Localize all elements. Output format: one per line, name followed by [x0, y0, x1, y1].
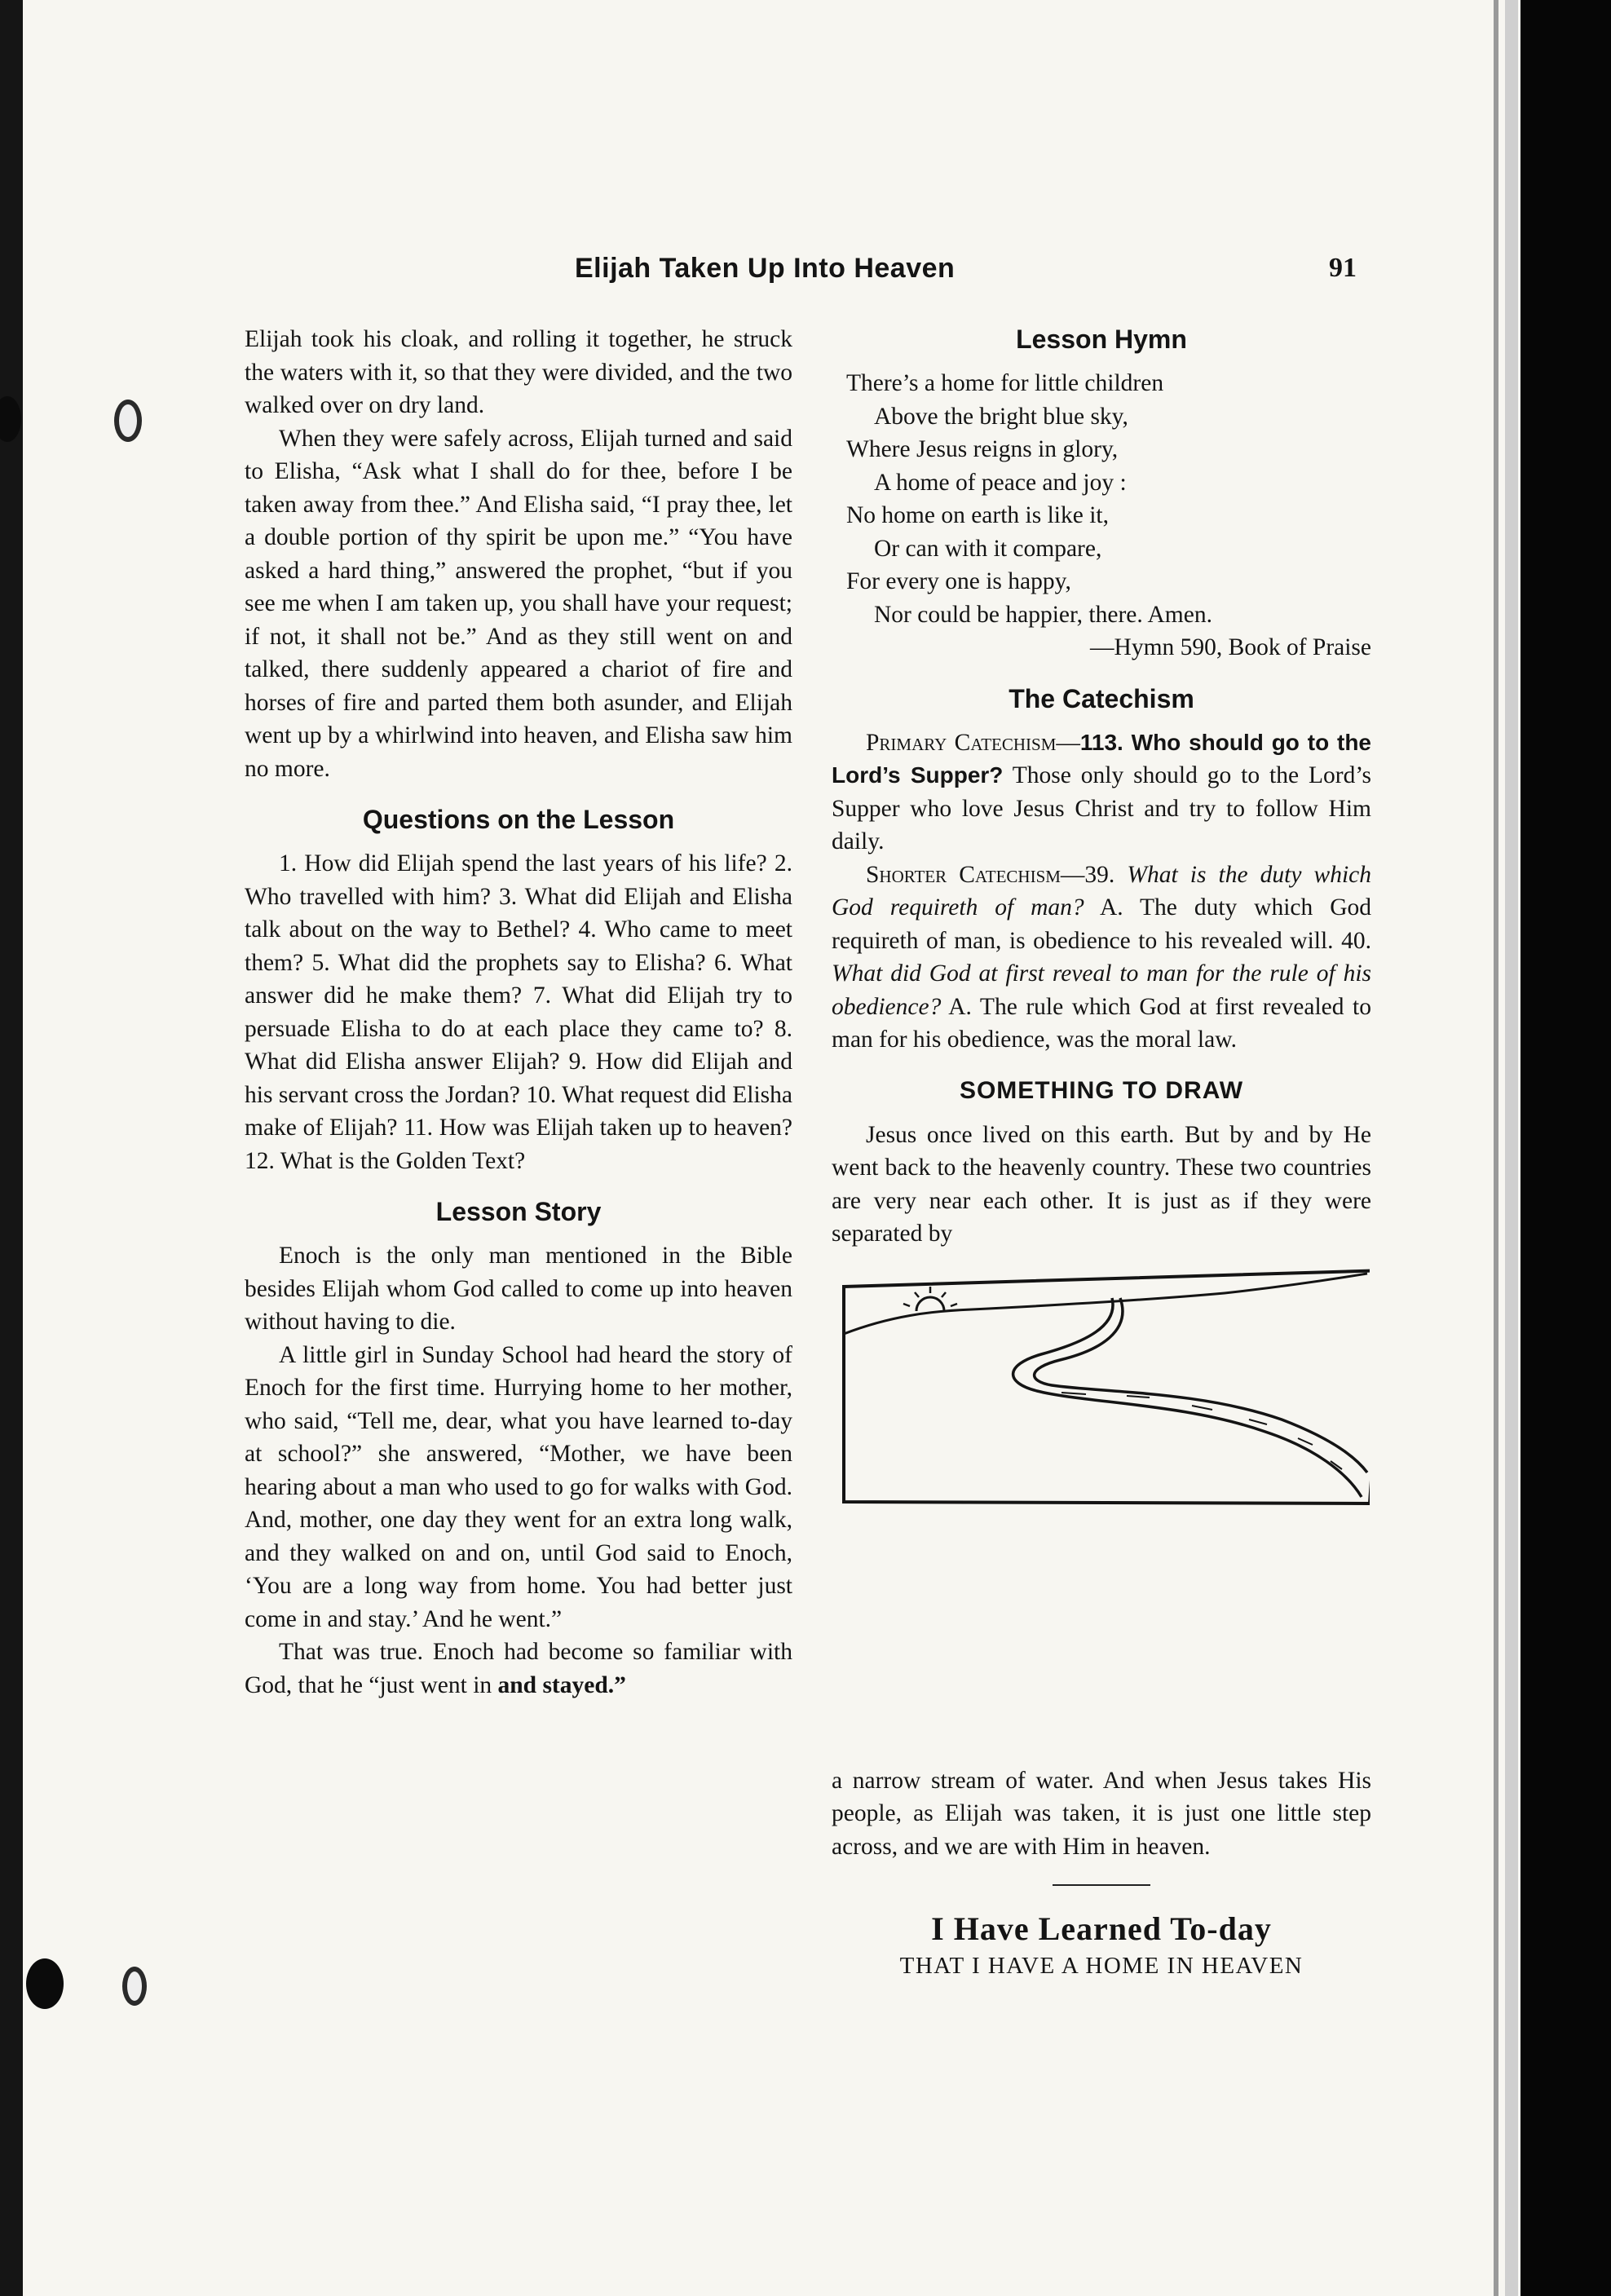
draw-paragraph: Jesus once lived on this earth. But by and by He went back to the heavenly country. These two countries are very near each other. It is just as if they were separated by [832, 1121, 1371, 1247]
hymn-line: There’s a home for little children [846, 370, 1164, 396]
shorter-catechism-question-39: What is the duty which God requireth of man? [832, 861, 1371, 921]
catechism-heading: The Catechism [1009, 683, 1194, 713]
primary-catechism-answer: Those only should go to the Lord’s Supper who love Jesus Christ and try to follow Him daily. [832, 762, 1371, 854]
questions-list: 1. How did Elijah spend the last years of his life? 2. Who travelled with him? 3. What did Elijah and Elisha talk about on the way to Bethel? 4. Who came to meet them? 5. What did the prophets say to Elisha? 6. What answer did he make them? 7. What did Elijah try to persuade Elisha to do at each place they came to? 8. What did Elisha answer Elijah? 9. How did Elijah and his servant cross the Jordan? 10. What request did Elisha make of Elijah? 11. How was Elijah taken up to heaven? 12. What is the Golden Text? [245, 850, 792, 1174]
divider [1053, 1884, 1150, 1886]
hymn-line: Where Jesus reigns in glory, [846, 436, 1119, 462]
binder-hole-bottom [122, 1967, 147, 2006]
story-paragraph: Elijah took his cloak, and rolling it together, he struck the waters with it, so that they were divided, and the two walked over on dry land. [245, 326, 792, 418]
shorter-catechism-answer-39: A. The duty which God requireth of man, is obedience to his revealed will. 40. [832, 894, 1371, 954]
hymn-line: Above the bright blue sky, [874, 403, 1128, 430]
learned-heading: I Have Learned To-day [931, 1910, 1272, 1947]
hymn-source: —Hymn 590, Book of Praise [1090, 634, 1371, 660]
shorter-catechism-label: Shorter Catechism [866, 861, 1061, 888]
shorter-catechism-answer-40: A. The rule which God at first revealed to man for his obedience, was the moral law. [832, 993, 1371, 1053]
shorter-catechism [832, 859, 1371, 1057]
scan-right-rule [1494, 0, 1498, 2296]
left-column [245, 323, 792, 1702]
hymn-line: A home of peace and joy : [874, 469, 1127, 496]
story-text-bold: and stayed.” [497, 1671, 626, 1698]
binder-hole-top [114, 400, 142, 442]
hymn-line: Nor could be happier, there. Amen. [874, 601, 1212, 628]
river-ripples [1061, 1393, 1342, 1469]
story-text: That was true. Enoch had become so familiar with God, that he “just went in [245, 1639, 792, 1698]
scan-right-border [1521, 0, 1611, 2296]
page-number: 91 [1329, 253, 1357, 283]
hymn-line: No home on earth is like it, [846, 502, 1109, 528]
primary-catechism-question: 113. Who should go to the Lord’s Supper? [832, 729, 1371, 788]
questions-heading: Questions on the Lesson [362, 805, 675, 834]
river-bank-right [1035, 1298, 1367, 1473]
story-paragraph: A little girl in Sunday School had heard the story of Enoch for the first time. Hurrying home to her mother, who said, “Tell me, dear, what you have learned to-day at school?” she answered, “Mother, we have been hearing about a man who used to go for walks with God. And, mother, one day they went for an extra long walk, and they walked on and on, until God said to Enoch, ‘You are a long way from home. You had better just come in and stay.’ And he went.” [245, 1341, 792, 1632]
learned-statement: THAT I HAVE A HOME IN HEAVEN [899, 1953, 1304, 1979]
page-title: Elijah Taken Up Into Heaven [575, 253, 956, 284]
primary-catechism [832, 726, 1371, 859]
hymn-heading: Lesson Hymn [1016, 325, 1187, 354]
scan-left-border [0, 0, 23, 2296]
story-heading: Lesson Story [435, 1197, 602, 1226]
running-header [245, 253, 1386, 294]
hymn-verse [832, 367, 1371, 665]
drawing-frame [844, 1270, 1370, 1503]
hymn-line: For every one is happy, [846, 568, 1071, 594]
story-paragraph [245, 1636, 792, 1702]
story-paragraph: Enoch is the only man mentioned in the Bible besides Elijah whom God called to come up into heaven without having to die. [245, 1243, 792, 1335]
scan-right-rule-light [1505, 0, 1518, 2296]
river-drawing [841, 1269, 1370, 1505]
shorter-catechism-question-40: What did God at first reveal to man for the rule of his obedience? [832, 960, 1371, 1020]
right-column [832, 323, 1371, 1984]
hymn-line: Or can with it compare, [874, 535, 1102, 562]
story-paragraph: When they were safely across, Elijah turned and said to Elisha, “Ask what I shall do for thee, before I be taken away from thee.” And Elisha said, “I pray thee, let a double portion of thy spirit be upon me.” “You have asked a hard thing,” answered the prophet, “but if you see me when I am taken up, you shall have your request; if not, it shall not be.” And as they still went on and talked, there suddenly appeared a chariot of fire and horses of fire and parted them both asunder, and Elijah went up by a whirlwind into heaven, and Elisha saw him no more. [245, 425, 792, 782]
shorter-catechism-number: —39. [1060, 861, 1128, 888]
draw-paragraph: a narrow stream of water. And when Jesus takes His people, as Elijah was taken, it is just one little step across, and we are with Him in heaven. [832, 1767, 1371, 1860]
binder-hole-bottom-left [26, 1958, 64, 2009]
draw-heading: SOMETHING TO DRAW [959, 1076, 1244, 1104]
sun-icon [903, 1287, 957, 1311]
primary-catechism-label: Primary Catechism— [866, 729, 1080, 756]
